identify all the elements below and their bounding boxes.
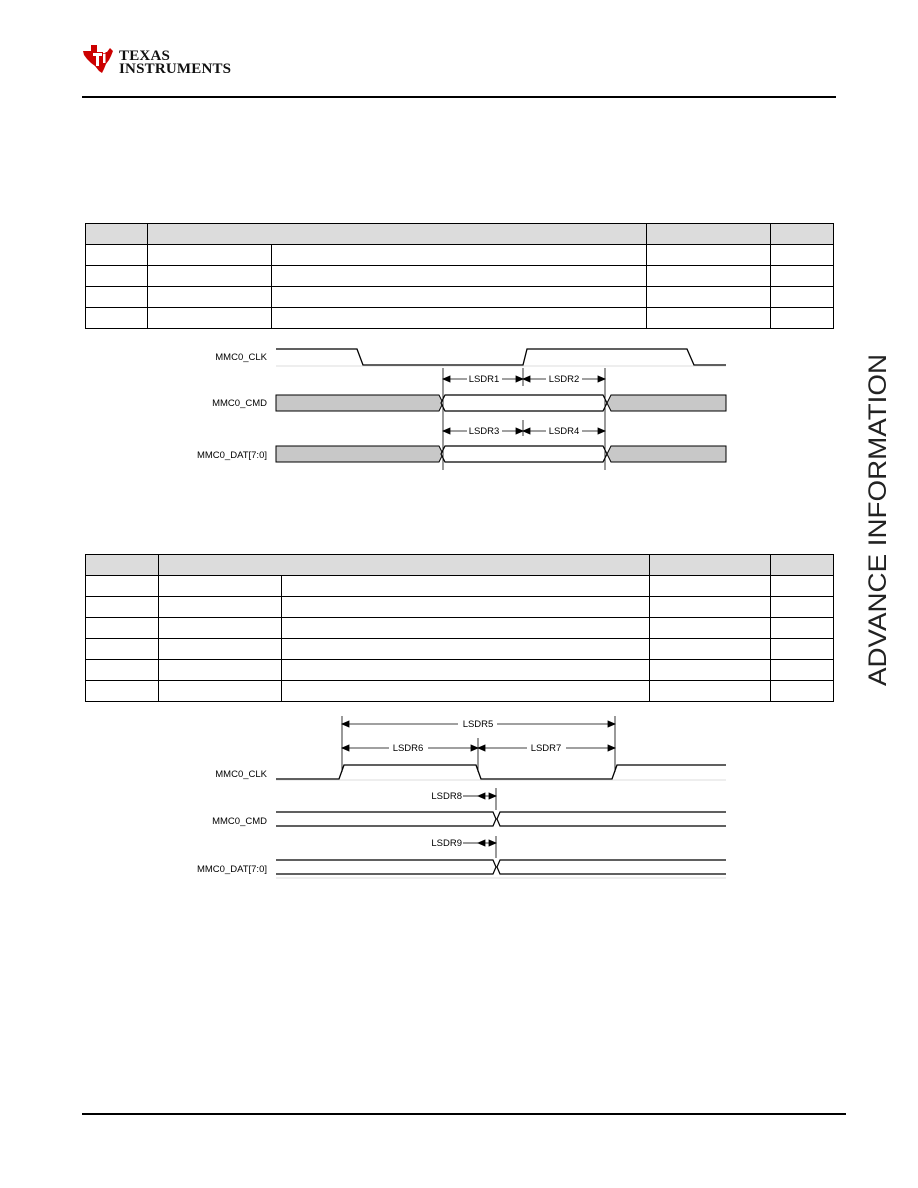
table-row: [86, 576, 834, 597]
param-label-lsdr6: LSDR6: [392, 743, 424, 754]
timing-diagram-1: [180, 340, 740, 475]
timing-table-2: [85, 554, 834, 702]
param-label-lsdr1: LSDR1: [468, 374, 500, 385]
param-label-lsdr5: LSDR5: [462, 719, 494, 730]
dat-bus: [276, 860, 726, 874]
param-label-lsdr4: LSDR4: [548, 426, 580, 437]
footer-rule: [82, 1113, 846, 1115]
table-row: [86, 266, 834, 287]
ti-state-icon: [80, 42, 116, 76]
signal-label-cmd: MMC0_CMD: [212, 816, 267, 827]
table-header-row: [86, 224, 834, 245]
table-row: [86, 681, 834, 702]
side-banner-text: ADVANCE INFORMATION: [864, 386, 892, 686]
timing-diagram-2: [180, 712, 740, 884]
side-banner: [855, 352, 897, 688]
table-row: [86, 308, 834, 329]
signal-label-cmd: MMC0_CMD: [212, 398, 267, 409]
header-cell: [771, 555, 834, 576]
header-cell: [148, 224, 647, 245]
ti-wordmark: TEXAS INSTRUMENTS: [119, 48, 232, 77]
param-label-lsdr2: LSDR2: [548, 374, 580, 385]
cmd-bus: [276, 812, 726, 826]
signal-label-dat: MMC0_DAT[7:0]: [196, 864, 267, 875]
table-row: [86, 639, 834, 660]
param-label-lsdr9: LSDR9: [431, 838, 462, 849]
header-cell: [86, 555, 159, 576]
param-label-lsdr8: LSDR8: [431, 791, 462, 802]
signal-label-dat: MMC0_DAT[7:0]: [196, 450, 267, 461]
timing-table-1: [85, 223, 834, 329]
signal-label-clk: MMC0_CLK: [215, 769, 267, 780]
ti-logo: [80, 42, 230, 82]
header-cell: [771, 224, 834, 245]
table-row: [86, 245, 834, 266]
param-label-lsdr7: LSDR7: [530, 743, 562, 754]
table-row: [86, 618, 834, 639]
table-row: [86, 660, 834, 681]
param-label-lsdr3: LSDR3: [468, 426, 500, 437]
header-cell: [650, 555, 771, 576]
header-cell: [86, 224, 148, 245]
table-header-row: [86, 555, 834, 576]
table-row: [86, 597, 834, 618]
clock-waveform: [276, 765, 726, 779]
header-rule: [82, 96, 836, 98]
dat-bus: [276, 446, 726, 462]
table-row: [86, 287, 834, 308]
header-cell: [159, 555, 650, 576]
signal-label-clk: MMC0_CLK: [215, 352, 267, 363]
header-cell: [647, 224, 771, 245]
cmd-bus: [276, 395, 726, 411]
clock-waveform: [276, 349, 726, 365]
